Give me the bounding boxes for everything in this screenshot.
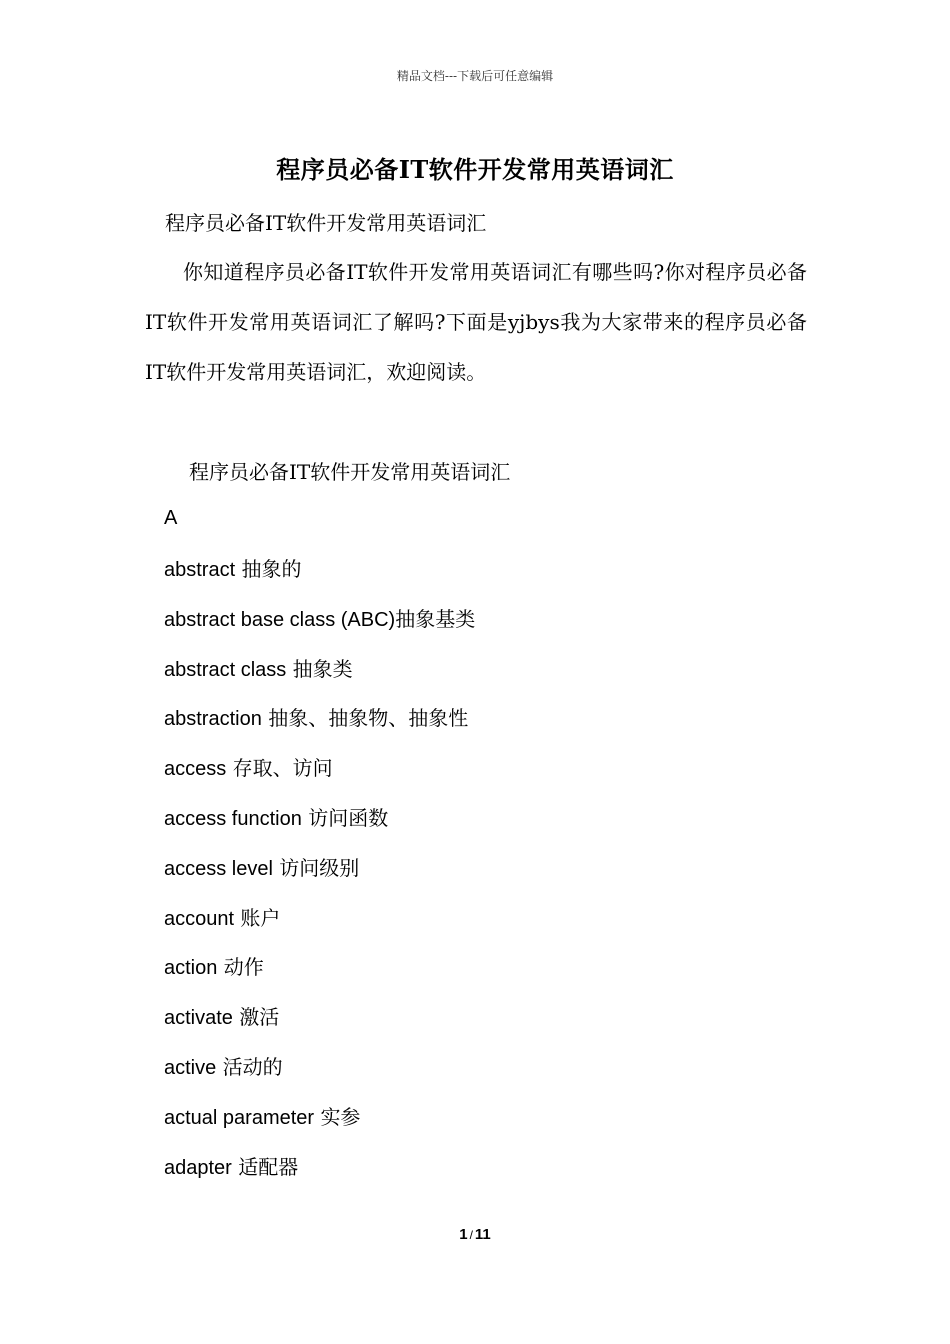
vocab-item [164, 993, 475, 1043]
vocab-item [164, 894, 475, 944]
vocab-meaning: 抽象的 [241, 557, 302, 581]
document-subtitle: 程序员必备IT软件开发常用英语词汇 [165, 211, 487, 235]
page-header: 精品文档---下载后可任意编辑 [396, 69, 554, 83]
vocab-term: abstract [164, 559, 236, 581]
vocab-item [164, 744, 475, 794]
vocabulary-list [164, 545, 475, 1192]
vocab-meaning: 适配器 [238, 1154, 299, 1179]
vocab-meaning: 实参 [320, 1104, 361, 1129]
document-title: 程序员必备IT软件开发常用英语词汇 [276, 155, 674, 184]
vocab-meaning: 存取、访问 [232, 756, 333, 781]
vocab-item [164, 595, 475, 645]
current-page-number: 1 [459, 1226, 468, 1243]
vocab-term: account [164, 907, 235, 930]
vocab-term: access level [164, 857, 273, 880]
vocab-item [164, 1143, 475, 1193]
vocab-item [164, 943, 475, 993]
vocab-meaning: 访问级别 [279, 855, 360, 880]
vocab-meaning: 抽象基类 [395, 606, 476, 631]
page-separator: / [469, 1228, 473, 1242]
vocab-meaning: 动作 [223, 955, 264, 980]
page-number [0, 1226, 950, 1243]
intro-paragraph: 你知道程序员必备IT软件开发常用英语词汇有哪些吗?你对程序员必备IT软件开发常用英语词汇了解吗?下面是yjbys我为大家带来的程序员必备IT软件开发常用英语词汇，欢迎阅读。 [145, 260, 807, 384]
vocab-term: access function [164, 807, 302, 830]
vocab-term: adapter [164, 1156, 232, 1179]
section-letter: A [164, 507, 178, 529]
vocab-meaning: 抽象类 [292, 656, 353, 681]
vocab-meaning: 抽象、抽象物、抽象性 [268, 706, 469, 731]
vocab-term: actual parameter [164, 1106, 315, 1129]
section-title: 程序员必备IT软件开发常用英语词汇 [189, 460, 511, 484]
vocab-term: access [164, 758, 227, 781]
vocab-term: action [164, 957, 218, 980]
vocab-meaning: 访问函数 [308, 805, 389, 830]
total-pages-number: 11 [474, 1226, 491, 1243]
vocab-item [164, 794, 475, 844]
vocab-term: abstraction [164, 708, 262, 731]
vocab-item [164, 545, 475, 595]
vocab-term: abstract class [164, 658, 287, 681]
vocab-item [164, 645, 475, 695]
vocab-term: abstract base class (ABC) [164, 608, 396, 631]
vocab-item [164, 844, 475, 894]
vocab-meaning: 激活 [239, 1005, 280, 1030]
vocab-term: activate [164, 1007, 233, 1030]
vocab-item [164, 1093, 475, 1143]
vocab-term: active [164, 1056, 217, 1079]
vocab-item [164, 1043, 475, 1093]
vocab-meaning: 账户 [240, 905, 281, 930]
vocab-item [164, 694, 475, 744]
vocab-meaning: 活动的 [222, 1054, 283, 1079]
